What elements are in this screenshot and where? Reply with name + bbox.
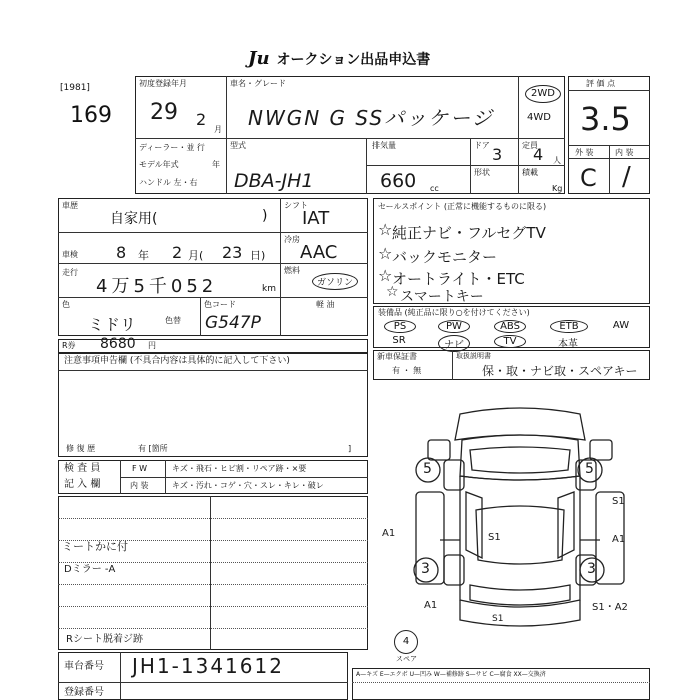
sales-line-1: 純正ナビ・フルセグTV — [392, 224, 546, 242]
repair-label: 修 復 歴 — [66, 444, 96, 453]
grade-ext-value: C — [580, 164, 597, 192]
sales-label: セールスポイント (正常に機能するものに限る) — [378, 202, 547, 211]
color-code-value: G547P — [205, 313, 261, 333]
equip-sr: SR — [392, 335, 406, 346]
displacement-label: 排気量 — [372, 141, 396, 150]
car-name-label: 車名・グレード — [230, 79, 286, 88]
load-label: 積載 — [522, 168, 538, 177]
drive-4wd: 4WD — [527, 112, 551, 123]
displacement-value: 660 — [380, 170, 417, 192]
entry-label: 記 入 欄 — [64, 479, 101, 490]
grade-ext-label: 外 装 — [575, 148, 594, 157]
sales-line-2: バックモニター — [392, 248, 498, 266]
grade-value: 3.5 — [580, 100, 631, 138]
chassis-value: JH1-1341612 — [132, 654, 284, 678]
star-icon: ☆ — [378, 266, 393, 285]
tire-grade: 3 — [421, 561, 430, 577]
equip-pw: PW — [438, 320, 470, 333]
tire-grade: 3 — [587, 561, 596, 577]
damage-legend: A—キズ E—エクボ U—凹み W—補修跡 S—サビ C—腐食 XX—交換済 — [356, 671, 546, 678]
handle-label: ハンドル 左・右 — [139, 178, 198, 187]
star-icon: ☆ — [378, 244, 393, 263]
damage-mark: S1・A2 — [592, 602, 628, 613]
inspection-month: 2 — [172, 243, 183, 262]
equip-etb: ETB — [550, 320, 588, 333]
doors-label: ドア — [474, 141, 490, 150]
notes-box — [58, 353, 368, 457]
damage-mark: A1 — [424, 600, 438, 611]
model-year-unit: 年 — [212, 160, 220, 169]
displacement-unit: cc — [430, 184, 439, 193]
first-reg-month-unit: 月 — [214, 125, 222, 134]
inspector-label: 検 査 員 — [64, 463, 101, 474]
inspection-month-unit: 月( — [188, 249, 204, 262]
mileage-label: 走行 — [62, 268, 78, 277]
shift-value: IAT — [302, 208, 330, 229]
color-code-label: 色コード — [204, 300, 236, 309]
color-value: ミドリ — [88, 315, 137, 334]
fw-items: キズ・飛石・ヒビ割・リペア跡・×要 — [172, 464, 307, 473]
manual-label: 取扱説明書 — [456, 352, 491, 360]
first-reg-year: 29 — [150, 100, 178, 125]
interior-items: キズ・汚れ・コゲ・穴・スレ・キレ・破レ — [172, 481, 324, 490]
capacity-unit: 人 — [553, 156, 561, 165]
inspection-day-unit: 日) — [250, 249, 266, 262]
mileage-unit: km — [262, 284, 276, 294]
reg-no-label: 登録番号 — [64, 687, 104, 698]
grade-label: 評 価 点 — [586, 79, 616, 88]
history-label: 車歴 — [62, 201, 78, 210]
repair-value: 有 [箇所 — [138, 444, 168, 453]
fuel-label: 燃料 — [284, 266, 300, 275]
first-reg-month: 2 — [196, 110, 207, 129]
load-unit: Kg — [552, 184, 563, 193]
drive-options — [523, 82, 563, 132]
fuel-gas: ガソリン — [312, 273, 358, 290]
history-close: ) — [262, 208, 268, 224]
equipment-label: 装備品 (純正品に限り○を付けてください) — [378, 308, 530, 317]
shift-label: シフト — [284, 201, 308, 210]
lot-number: 169 — [70, 103, 112, 128]
sales-line-4: スマートキー — [400, 289, 484, 305]
notes-header: 注意事項申告欄 (不具合内容は具体的に記入して下さい) — [64, 356, 290, 366]
star-icon: ☆ — [386, 284, 399, 300]
mileage-value: 4万5千052 — [96, 276, 218, 297]
inspection-year: 8 — [116, 243, 127, 262]
equip-aw: AW — [612, 320, 630, 331]
star-icon: ☆ — [378, 220, 393, 239]
chassis-label: 車台番号 — [64, 661, 104, 672]
damage-mark: A1 — [382, 528, 396, 539]
recycle-value: 8680 — [100, 336, 136, 352]
capacity-label: 定員 — [522, 141, 538, 150]
interior-label: 内 装 — [130, 481, 149, 490]
grade-int-value: / — [622, 162, 631, 192]
lot-code: [1981] — [60, 83, 90, 93]
sales-line-3: オートライト・ETC — [392, 270, 525, 288]
inspection-label: 車検 — [62, 250, 78, 259]
warranty-label: 新車保証書 — [377, 352, 417, 361]
damage-mark: A1 — [612, 534, 626, 545]
aircon-value: AAC — [300, 242, 338, 263]
doc-header — [248, 48, 478, 68]
fuel-diesel: 軽 油 — [316, 300, 335, 309]
inspection-year-unit: 年 — [138, 249, 149, 262]
warranty-opts: 有 ・ 無 — [392, 366, 422, 375]
shape-label: 形状 — [474, 168, 490, 177]
equip-tv: TV — [494, 335, 526, 348]
spare-label: スペア — [396, 655, 417, 663]
warranty-value: 保・取・ナビ取・スペアキー — [482, 364, 638, 378]
color-tone-label: 色替 — [165, 316, 181, 325]
drive-2wd: 2WD — [525, 85, 561, 103]
repair-close: ] — [348, 444, 352, 453]
top-block — [135, 76, 565, 194]
equip-abs: ABS — [494, 320, 526, 333]
fw-label: F W — [132, 464, 148, 473]
doors-value: 3 — [492, 145, 503, 164]
history-value: 自家用( — [110, 211, 158, 227]
grade-int-label: 内 装 — [615, 148, 634, 157]
damage-mark: S1 — [492, 614, 504, 624]
memo-line-1: ミートかに付 — [62, 540, 128, 553]
first-reg-label: 初度登録年月 — [139, 79, 187, 88]
recycle-label: R券 — [62, 341, 76, 350]
memo-line-2: Dミラー -A — [64, 564, 116, 575]
damage-mark: S1 — [488, 532, 501, 543]
color-label: 色 — [62, 300, 70, 309]
dealer-label: ディーラー・並 行 — [139, 143, 205, 152]
ju-logo: Ju — [248, 48, 270, 69]
damage-mark: S1 — [612, 496, 625, 507]
equip-navi: ナビ — [438, 335, 470, 352]
inspection-day: 23 — [222, 243, 243, 262]
recycle-unit: 円 — [148, 341, 156, 350]
model-year-label: モデル年式 — [139, 160, 179, 169]
equip-leather: 本革 — [558, 339, 578, 350]
memo-line-3: Rシート脱着ジ跡 — [66, 634, 143, 645]
model-value: DBA-JH1 — [234, 170, 314, 192]
model-label: 型式 — [230, 141, 246, 150]
doc-title: オークション出品申込書 — [276, 52, 431, 68]
tire-grade: 5 — [423, 461, 432, 477]
tire-grade: 5 — [585, 461, 594, 477]
capacity-value: 4 — [533, 145, 544, 164]
aircon-label: 冷房 — [284, 235, 300, 244]
spare-tire-mark: 4 — [394, 630, 418, 654]
equip-ps: PS — [384, 320, 416, 333]
car-name-value: NWGN G SSパッケージ — [248, 106, 494, 130]
